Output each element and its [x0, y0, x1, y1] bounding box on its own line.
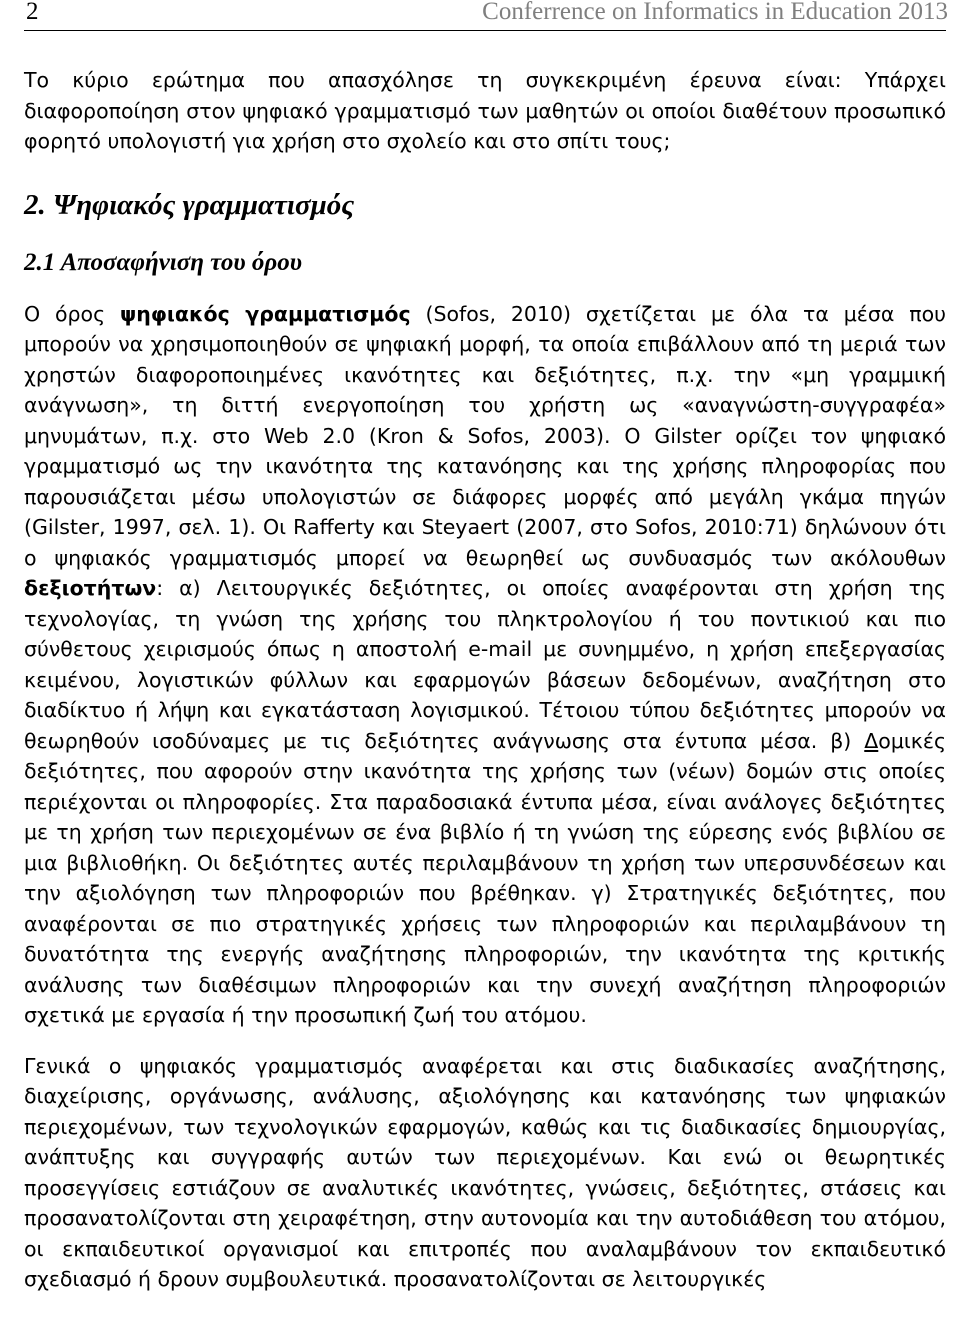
text-run: ομικές δεξιότητες, που αφορούν στην ικανότητα της χρήσης των (νέων) δομών στις οποίες περιέχονται οι πληροφορίες. Στα παραδοσιακά έντυπα μέσα, είναι ανάλογες δεξιότητες με τη χρήση των περιεχομένων σε ένα βιβλίο ή τη γνώση της εύρεσης ενός βιβλίου σε μια βιβλιοθήκη. Οι δεξιότητες αυτές περιλαμβάνουν τη χρήση των υπερσυνδέσεων και την αξιολόγηση των πληροφοριών που βρέθηκαν. γ) Στρατηγικές δεξιότητες, που αναφέρονται σε πιο στρατηγικές χρήσεις των πληροφοριών και περιλαμβάνουν τη δυνατότητα της ενεργής αναζήτησης πληροφοριών, την ικανότητα της κριτικής ανάλυσης των διαθέσιμων πληροφοριών και την συνεχή αναζήτηση πληροφοριών σχετικά με εργασία ή την προσωπική ζωή του ατόμου.: [24, 728, 946, 1027]
intro-paragraph: Το κύριο ερώτημα που απασχόλησε τη συγκεκριμένη έρευνα είναι: Υπάρχει διαφοροποίηση στον ψηφιακό γραμματισμό των μαθητών οι οποίοι διαθέτουν προσωπικό φορητό υπολογιστή για χρήση στο σχολείο και στο σπίτι τους;: [24, 68, 946, 153]
text-run: : α) Λειτουργικές δεξιότητες, οι οποίες αναφέρονται στη χρήση της τεχνολογίας, τη γνώση της χρήσης του πληκτρολογίου ή του ποντικιού και πιο σύνθετους χειρισμούς όπως η αποστολή e-mail με συνημμένο, η χρήση επεξεργασίας κειμένου, λογιστικών φύλλων και εφαρμογών βάσεων δεδομένων, αναζήτηση στο διαδίκτυο ή λήψη και εγκατάσταση λογισμικού. Τέτοιου τύπου δεξιότητες μπορούν να θεωρηθούν ισοδύναμες με τις δεξιότητες ανάγνωσης στα έντυπα μέσα. β): [24, 576, 946, 753]
underlined-letter: Δ: [864, 728, 879, 753]
conference-title: Conferrence on Informatics in Education 2013: [482, 0, 948, 25]
key-term: ψηφιακός γραμματισμός: [120, 301, 411, 326]
text-run: Ο όρος: [24, 301, 120, 326]
key-term-skills: δεξιοτήτων: [24, 576, 157, 600]
subsection-heading: 2.1 Αποσαφήνιση του όρου: [24, 248, 303, 276]
general-paragraph: Γενικά ο ψηφιακός γραμματισμός αναφέρεται και στις διαδικασίες αναζήτησης, διαχείρισης, οργάνωσης, ανάλυσης, αξιολόγησης και κατανόησης των ψηφιακών περιεχομένων, των τεχνολογικών εφαρμογών, καθώς και τις διαδικασίες δημιουργίας, ανάπτυξης και συγγραφής αυτών των περιεχομένων. Και ενώ οι θεωρητικές προσεγγίσεις εστιάζουν σε αναλυτικές ικανότητες, γνώσεις, δεξιότητες, στάσεις και προσανατολίζονται στη χειραφέτηση, στην αυτονομία και την αυτοδιάθεση του ατόμου, οι εκπαιδευτικοί οργανισμοί και επιτροπές που αναλαμβάνουν τον εκπαιδευτικό σχεδιασμό ή δρουν συμβουλευτικά. προσανατολίζονται σε λειτουργικές: [24, 1053, 946, 1291]
page: [24, 0, 946, 1295]
definition-paragraph: [24, 299, 946, 1031]
text-run: (Sofos, 2010) σχετίζεται με όλα τα μέσα που μπορούν να χρησιμοποιηθούν σε ψηφιακή μορφή, τα οποία επιβάλλουν από τη μεριά των χρηστών διαφοροποιημένες ικανότητες και δεξιότητες, π.χ. την «μη γραμμική ανάγνωση», τη διττή ενεργοποίηση του χρήστη ως «αναγνώστη-συγγραφέα» μηνυμάτων, π.χ. στο Web 2.0 (Kron & Sofos, 2003). Ο Gilster ορίζει τον ψηφιακό γραμματισμό ως την ικανότητα της κατανόησης και της χρήσης πληροφορίας που παρουσιάζεται μέσω υπολογιστών σε διάφορες μορφές από μεγάλη γκάμα πηγών (Gilster, 1997, σελ. 1). Οι Rafferty και Steyaert (2007, στο Sofos, 2010:71) δηλώνουν ότι ο ψηφιακός γραμματισμός μπορεί να θεωρηθεί ως συνδυασμός των ακόλουθων: [24, 301, 946, 570]
running-head: [24, 0, 946, 31]
section-heading: 2. Ψηφιακός γραμματισμός: [24, 188, 355, 221]
page-number: 2: [26, 0, 39, 25]
